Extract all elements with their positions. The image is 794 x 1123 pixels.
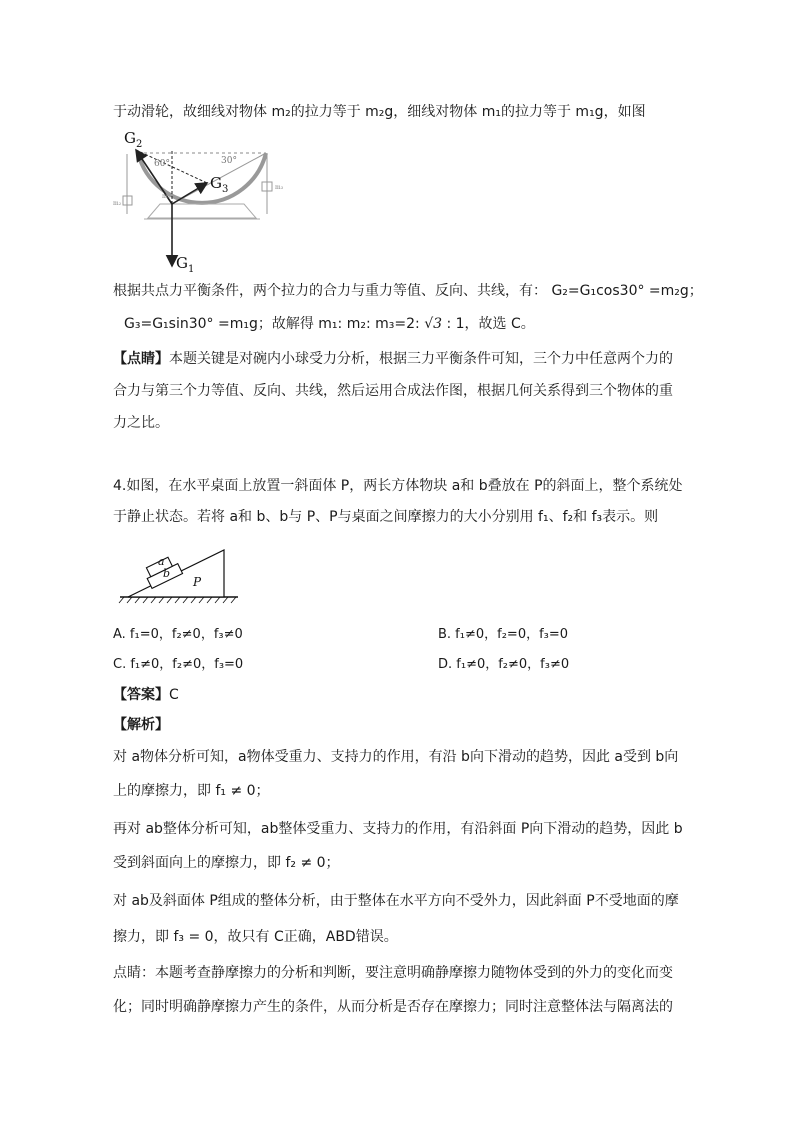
analysis-p2-line1: 再对 ab整体分析可知，ab整体受重力、支持力的作用，有沿斜面 P向下滑动的趋势，因此 b [113,821,683,837]
bowl-stand [148,204,256,218]
dianjing1-line1: 【点睛】本题关键是对碗内小球受力分析，根据三力平衡条件可知，三个力中任意两个力的 [113,351,673,367]
result-text-a: G₃=G₁sin30° =m₁g；故解得 m₁: m₂: m₃=2: [124,316,425,332]
dianjing1-line2: 合力与第三个力等值、反向、共线，然后运用合成法作图，根据几何关系得到三个物体的重 [113,383,673,399]
label-b: b [163,567,171,580]
label-g1: $G_1$ [176,254,195,275]
label-a: a [158,555,165,568]
label-angle-30: 30° [221,156,237,166]
sqrt3: √3 [424,316,443,332]
balance-line: 根据共点力平衡条件，两个拉力的合力与重力等值、反向、共线，有： G₂=G₁cos30° =m₂g； [113,283,703,299]
answer-tag: 【答案】 [113,687,169,703]
label-g2: $G_2$ [124,129,143,150]
label-m1: m₁ [162,193,171,200]
analysis-p1-line2: 上的摩擦力，即 f₁ ≠ 0； [113,783,270,799]
analysis-p1-line1: 对 a物体分析可知，a物体受重力、支持力的作用，有沿 b向下滑动的趋势，因此 a受到 b向 [113,749,679,765]
dianjing1-line3: 力之比。 [113,415,169,431]
analysis-p2-line2: 受到斜面向上的摩擦力，即 f₂ ≠ 0； [113,855,340,871]
result-line [124,314,535,334]
answer-value: C [169,687,179,703]
question4-line2: 于静止状态。若将 a和 b、b与 P、P与桌面之间摩擦力的大小分别用 f₁、f₂和 f₃表示。则 [113,509,659,525]
label-p: P [193,575,202,589]
force-diagram-bowl [110,126,300,276]
result-text-b: : 1，故选 C。 [442,316,535,332]
label-angle-60: 60° [154,159,170,169]
option-b[interactable]: B. f₁≠0，f₂=0，f₃=0 [438,627,569,642]
answer-line [113,685,179,705]
option-c[interactable]: C. f₁≠0，f₂≠0，f₃=0 [113,657,244,672]
intro-line: 于动滑轮，故细线对物体 m₂的拉力等于 m₂g，细线对物体 m₁的拉力等于 m₁g，如图 [113,104,646,120]
dianjing2-line2: 化；同时明确静摩擦力产生的条件，从而分析是否存在摩擦力；同时注意整体法与隔离法的 [113,999,673,1015]
dianjing1-tag: 【点睛】 [113,351,169,367]
analysis-p3-line2: 擦力，即 f₃ = 0，故只有 C正确，ABD错误。 [113,929,398,945]
label-m2: m₂ [113,200,122,207]
option-a[interactable]: A. f₁=0，f₂≠0，f₃≠0 [113,627,243,642]
label-m3: m₃ [275,184,284,191]
incline-diagram [118,542,240,604]
analysis-p3-line1: 对 ab及斜面体 P组成的整体分析，由于整体在水平方向不受外力，因此斜面 P不受地面的摩 [113,893,679,909]
dianjing2-line1: 点睛：本题考查静摩擦力的分析和判断，要注意明确静摩擦力随物体受到的外力的变化而变 [113,965,673,981]
question4-line1: 4.如图，在水平桌面上放置一斜面体 P，两长方体物块 a和 b叠放在 P的斜面上，整个系统处 [113,478,683,494]
option-d[interactable]: D. f₁≠0，f₂≠0，f₃≠0 [438,657,570,672]
label-g3: $G_3$ [210,174,229,195]
analysis-tag: 【解析】 [113,717,169,733]
